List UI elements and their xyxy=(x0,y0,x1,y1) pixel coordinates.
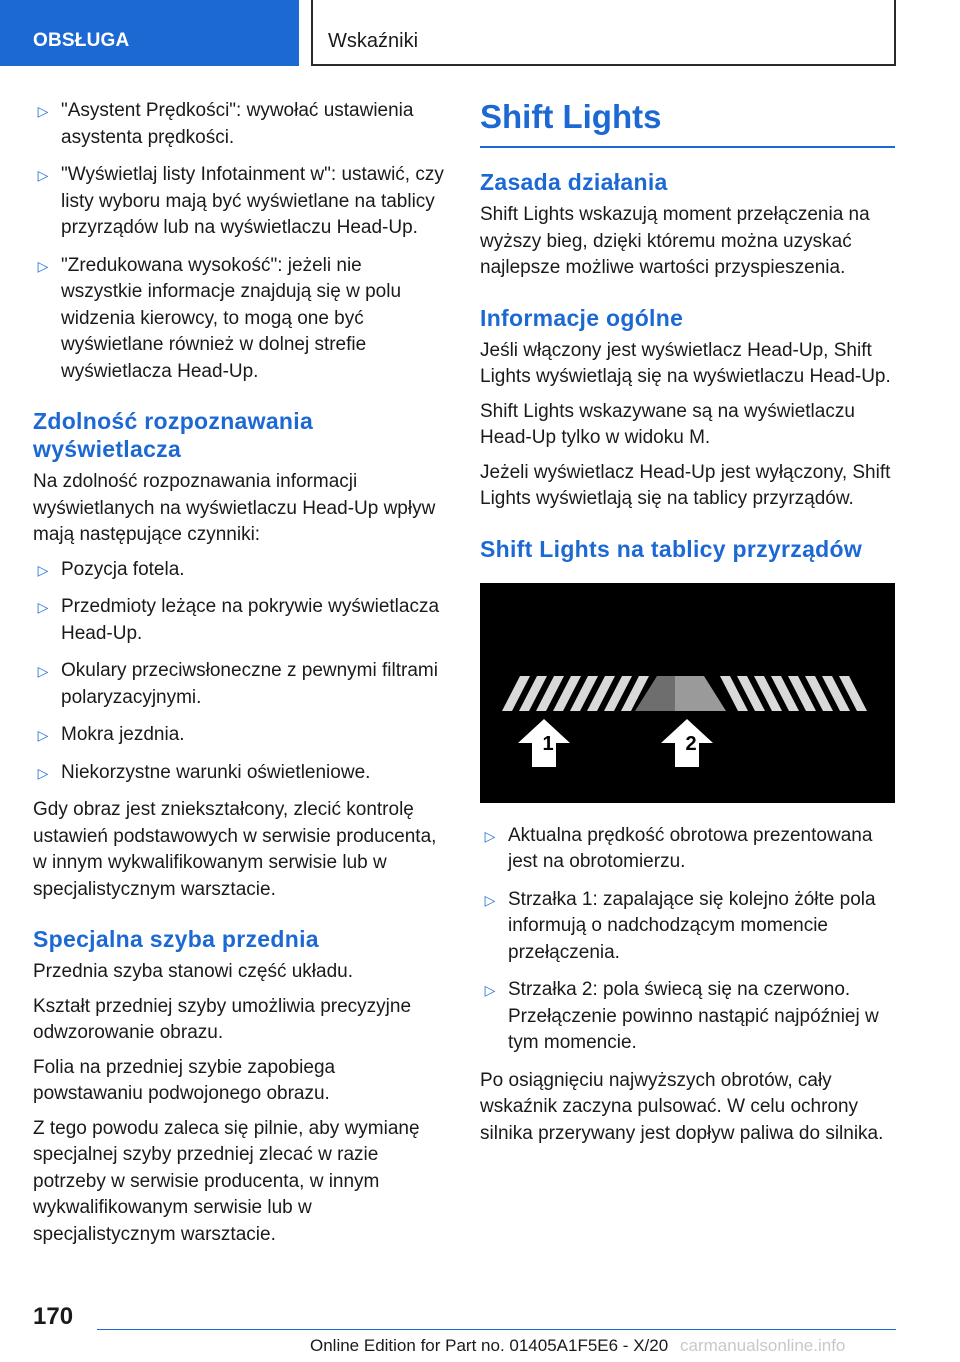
triangle-bullet-icon: ▷ xyxy=(37,257,49,274)
list-item: ▷ Przedmioty leżące na pokrywie wyświetlacza Head-Up. xyxy=(33,594,448,647)
paragraph: Shift Lights wskazują moment przełączenia na wyższy bieg, dzięki któremu można uzyskać najlepsze możliwe wartości przyspieszenia. xyxy=(480,204,870,278)
heading-principle: Zasada działania xyxy=(480,169,668,195)
triangle-bullet-icon: ▷ xyxy=(484,982,496,998)
list-item: ▷ "Asystent Prędkości": wywołać ustawienia asystenta prędkości. xyxy=(33,98,448,151)
heading-shift-lights: Shift Lights xyxy=(480,98,895,148)
paragraph: Shift Lights wskazywane są na wyświetlaczu Head-Up tylko w widoku M. xyxy=(480,400,855,448)
triangle-bullet-icon: ▷ xyxy=(484,827,496,844)
page-number: 170 xyxy=(33,1303,74,1330)
shift-lights-illustration xyxy=(480,583,895,803)
left-column xyxy=(33,98,448,1256)
list-item: ▷ Niekorzystne warunki oświetleniowe. xyxy=(33,760,448,787)
heading-cluster: Shift Lights na tablicy przyrządów xyxy=(480,535,863,562)
list-item: ▷ "Wyświetlaj listy Infotainment w": ustawić, czy listy wyboru mają być wyświetlane na tablicy przyrządów lub na wyświetlaczu Head-Up. xyxy=(33,162,448,242)
heading-recognition: Zdolność rozpoznawania wyświetlacza xyxy=(33,408,314,462)
triangle-bullet-icon: ▷ xyxy=(484,891,496,908)
list-item: ▷ Strzałka 1: zapalające się kolejno żółte pola informują o nadchodzącym momencie przełączenia. xyxy=(480,887,895,967)
triangle-bullet-icon: ▷ xyxy=(37,561,49,578)
watermark-text: carmanualsonline.info xyxy=(680,1336,846,1355)
triangle-bullet-icon: ▷ xyxy=(37,663,49,679)
list-item: ▷ "Zredukowana wysokość": jeżeli nie wszystkie informacje znajdują się w polu widzenia kierowcy, to mogą one być wyświetlane również w dolnej strefie wyświetlacza Head-Up. xyxy=(33,253,448,386)
paragraph: Przednia szyba stanowi część układu. xyxy=(33,961,353,982)
heading-general: Informacje ogólne xyxy=(480,304,684,331)
paragraph: Jeżeli wyświetlacz Head-Up jest wyłączony, Shift Lights wyświetlają się na tablicy przyrządów. xyxy=(480,461,891,509)
heading-windshield: Specjalna szyba przednia xyxy=(33,926,319,952)
paragraph: Kształt przedniej szyby umożliwia precyzyjne odwzorowanie obrazu. xyxy=(33,995,412,1043)
list-item: ▷ Okulary przeciwsłoneczne z pewnymi filtrami polaryzacyjnymi. xyxy=(33,658,448,711)
triangle-bullet-icon: ▷ xyxy=(37,103,49,119)
edition-text: Online Edition for Part no. 01405A1F5E6 - X/20 xyxy=(310,1336,669,1355)
triangle-bullet-icon: ▷ xyxy=(37,764,49,781)
chapter-title: Wskaźniki xyxy=(311,0,896,66)
list-item: ▷ Strzałka 2: pola świecą się na czerwono. Przełączenie powinno nastąpić najpóźniej w tym momencie. xyxy=(480,977,895,1057)
paragraph: Na zdolność rozpoznawania informacji wyświetlanych na wyświetlaczu Head-Up wpływ mają następujące czynniki: xyxy=(33,471,436,545)
page-header xyxy=(0,0,960,66)
list-item: ▷ Aktualna prędkość obrotowa prezentowana jest na obrotomierzu. xyxy=(480,823,895,876)
right-column xyxy=(480,98,895,1155)
footer-divider xyxy=(97,1329,896,1330)
paragraph: Z tego powodu zaleca się pilnie, aby wymianę specjalnej szyby przedniej zlecać w razie potrzeby w serwisie producenta, w innym wykwalifikowanym serwisie lub w specjalistycznym warsztacie. xyxy=(33,1117,420,1245)
triangle-bullet-icon: ▷ xyxy=(37,167,49,183)
paragraph: Po osiągnięciu najwyższych obrotów, cały wskaźnik zaczyna pulsować. W celu ochrony silnika przerywany jest dopływ paliwa do silnika. xyxy=(480,1069,884,1144)
paragraph: Gdy obraz jest zniekształcony, zlecić kontrolę ustawień podstawowych w serwisie producenta, w innym wykwalifikowanym serwisie lub w specjalistycznym warsztacie. xyxy=(33,799,437,900)
section-tab: OBSŁUGA xyxy=(0,0,299,66)
list-item: ▷ Mokra jezdnia. xyxy=(33,722,448,749)
shift-lights-diagram xyxy=(480,583,895,803)
svg-text:1: 1 xyxy=(542,732,554,755)
svg-text:2: 2 xyxy=(685,732,697,755)
list-item: ▷ Pozycja fotela. xyxy=(33,557,448,584)
triangle-bullet-icon: ▷ xyxy=(37,599,49,615)
paragraph: Jeśli włączony jest wyświetlacz Head-Up, Shift Lights wyświetlają się na wyświetlaczu Head-Up. xyxy=(480,339,891,387)
triangle-bullet-icon: ▷ xyxy=(37,727,49,743)
paragraph: Folia na przedniej szybie zapobiega powstawaniu podwojonego obrazu. xyxy=(33,1056,336,1104)
